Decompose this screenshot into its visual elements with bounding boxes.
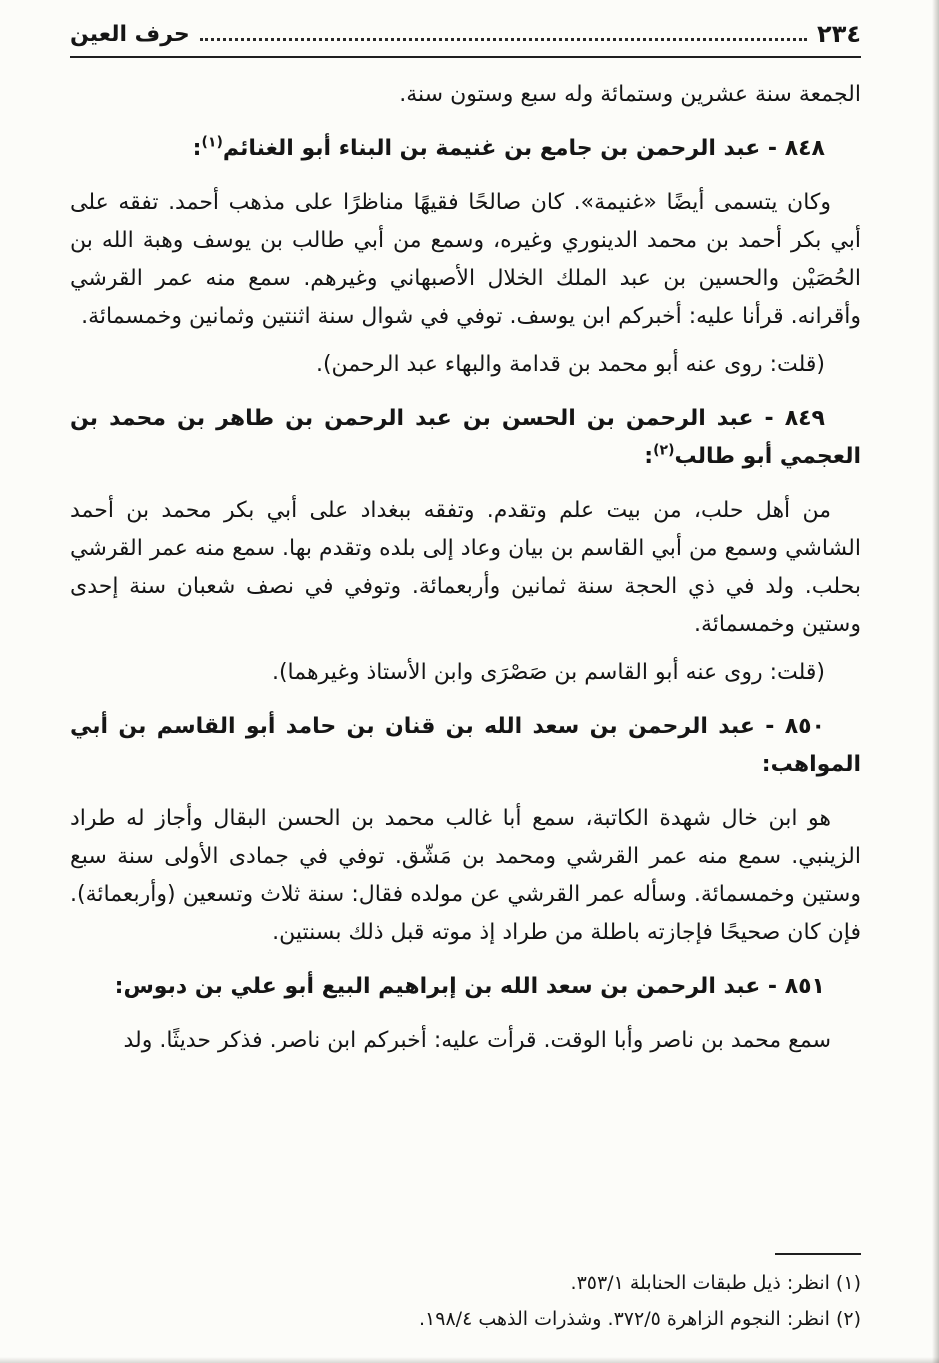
entry-849-title: ٨٤٩ - عبد الرحمن بن الحسن بن عبد الرحمن بن طاهر بن محمد بن العجمي أبو طالب xyxy=(70,406,861,469)
entry-848-title: ٨٤٨ - عبد الرحمن بن جامع بن غنيمة بن البناء أبو الغنائم xyxy=(222,136,825,161)
entry-851-colon: : xyxy=(114,974,124,999)
entry-qult-848: (قلت: روى عنه أبو محمد بن قدامة والبهاء عبد الرحمن). xyxy=(315,352,825,377)
entry-qult-849: (قلت: روى عنه أبو القاسم بن صَصْرَى وابن الأستاذ وغيرهما). xyxy=(271,660,825,685)
entry-851-title: ٨٥١ - عبد الرحمن بن سعد الله بن إبراهيم البيع أبو علي بن دبوس xyxy=(123,974,825,999)
entry-heading-849 xyxy=(70,400,861,476)
main-text xyxy=(70,58,861,1060)
dotted-leader xyxy=(200,38,807,41)
entry-heading-850 xyxy=(70,708,861,784)
entry-heading-848 xyxy=(70,130,861,168)
footnote-2: (٢) انظر: النجوم الزاهرة ٣٧٢/٥. وشذرات الذهب ١٩٨/٤. xyxy=(419,1308,861,1330)
entry-body-850: هو ابن خال شهدة الكاتبة، سمع أبا غالب محمد بن الحسن البقال وأجاز له طراد الزينبي. سمع منه عمر القرشي ومحمد بن مَشّق. توفي في جمادى الأولى سنة سبع وستين وخمسمائة. وسأله عمر القرشي عن مولده فقال: سنة ثلاث وتسعين (وأربعمائة). فإن كان صحيحًا فإجازته باطلة من طراد إذ موته قبل ذلك بسنتين. xyxy=(70,806,861,945)
entry-body-851: سمع محمد بن ناصر وأبا الوقت. قرأت عليه: أخبركم ابن ناصر. فذكر حديثًا. ولد xyxy=(123,1028,831,1053)
footnote-1: (١) انظر: ذيل طبقات الحنابلة ٣٥٣/١. xyxy=(570,1272,861,1294)
footnotes-block xyxy=(70,1253,861,1337)
running-head xyxy=(70,20,861,54)
continuation-paragraph: الجمعة سنة عشرين وستمائة وله سبع وستون سنة. xyxy=(399,82,861,107)
section-title: حرف العين xyxy=(70,21,190,47)
entry-body-848: وكان يتسمى أيضًا «غنيمة». كان صالحًا فقيهًا مناظرًا على مذهب أحمد. تفقه على أبي بكر أحمد بن محمد الدينوري وغيره، وسمع من أبي طالب بن يوسف وهبة الله بن الحُصَيْن والحسين بن عبد الملك الخلال الأصبهاني وغيرهم. سمع منه عمر القرشي وأقرانه. قرأنا عليه: أخبركم ابن يوسف. توفي في شوال سنة اثنتين وثمانين وخمسمائة. xyxy=(70,190,861,329)
entry-body-849: من أهل حلب، من بيت علم وتقدم. وتفقه ببغداد على أبي بكر محمد بن أحمد الشاشي وسمع من أبي القاسم بن بيان وعاد إلى بلده وتقدم بها. سمع منه عمر القرشي بحلب. ولد في ذي الحجة سنة ثمانين وأربعمائة. وتوفي في نصف شعبان سنة إحدى وستين وخمسمائة. xyxy=(70,498,861,637)
entry-heading-851 xyxy=(70,968,861,1006)
footnote-ref-2: (٢) xyxy=(653,442,675,459)
footnote-separator xyxy=(775,1253,861,1255)
entry-850-title: ٨٥٠ - عبد الرحمن بن سعد الله بن قنان بن حامد أبو القاسم بن أبي المواهب xyxy=(70,714,861,777)
page-number: ٢٣٤ xyxy=(817,20,861,48)
footnote-ref-1: (١) xyxy=(201,134,223,151)
entry-850-colon: : xyxy=(761,752,771,777)
entry-849-colon: : xyxy=(644,444,654,469)
entry-848-colon: : xyxy=(192,136,202,161)
